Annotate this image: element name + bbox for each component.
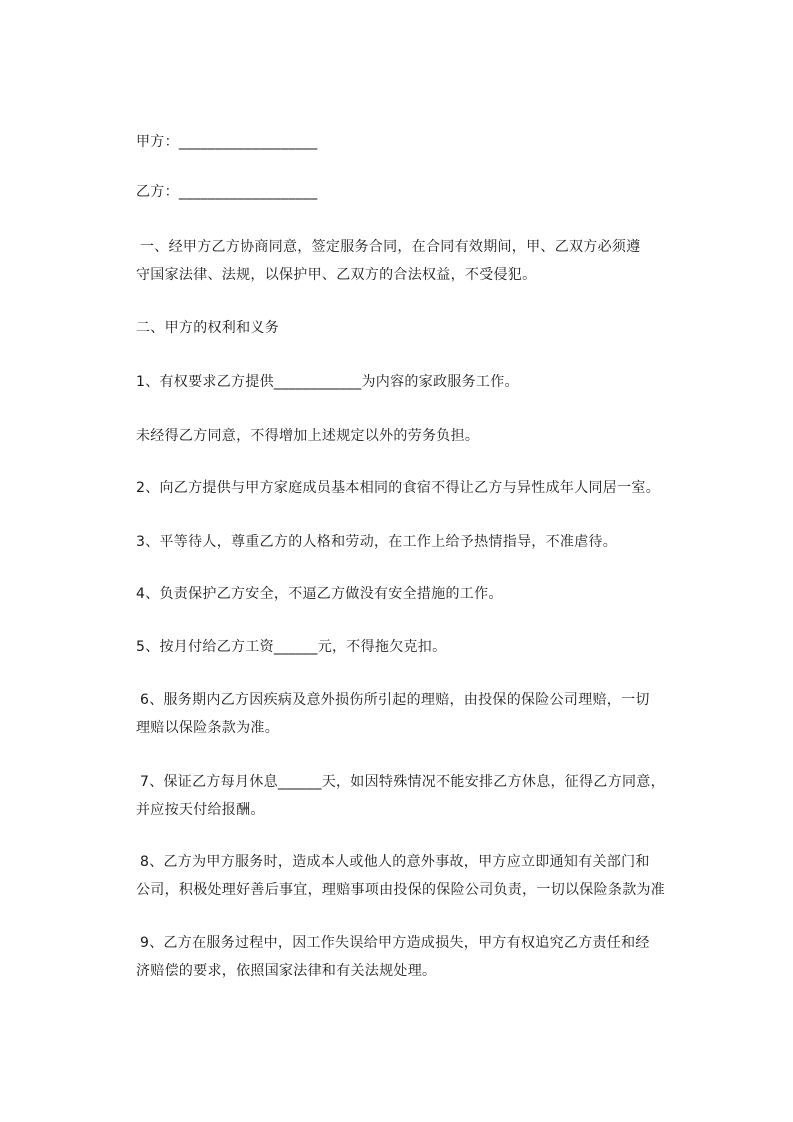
clause-1-line-2: 守国家法律、法规，以保护甲、乙双方的合法权益，不受侵犯。 — [136, 267, 537, 283]
item-1: 1、有权要求乙方提供____________为内容的家政服务工作。 — [136, 374, 519, 390]
item-1-note: 未经得乙方同意，不得增加上述规定以外的劳务负担。 — [136, 428, 480, 444]
party-a-line: 甲方：___________________ — [136, 134, 318, 150]
item-2: 2、向乙方提供与甲方家庭成员基本相同的食宿不得让乙方与异性成年人同居一室。 — [136, 480, 661, 496]
item-6-line-1: 6、服务期内乙方因疾病及意外损伤所引起的理赔，由投保的保险公司理赔，一切 — [140, 692, 650, 708]
party-b-line: 乙方：___________________ — [136, 184, 318, 200]
section-2-heading: 二、甲方的权利和义务 — [136, 320, 279, 336]
clause-1-line-1: 一、经甲方乙方协商同意，签定服务合同，在合同有效期间，甲、乙双方必须遵 — [140, 239, 641, 255]
item-8-line-1: 8、乙方为甲方服务时，造成本人或他人的意外事故，甲方应立即通知有关部门和 — [140, 854, 650, 870]
item-5: 5、按月付给乙方工资______元，不得拖欠克扣。 — [136, 639, 447, 655]
item-9-line-2: 济赔偿的要求，依照国家法律和有关法规处理。 — [136, 963, 437, 979]
item-6-line-2: 理赔以保险条款为准。 — [136, 720, 279, 736]
item-4: 4、负责保护乙方安全，不逼乙方做没有安全措施的工作。 — [136, 586, 503, 602]
item-9-line-1: 9、乙方在服务过程中，因工作失误给甲方造成损失，甲方有权追究乙方责任和经 — [140, 935, 650, 951]
item-3: 3、平等待人，尊重乙方的人格和劳动，在工作上给予热情指导，不准虐待。 — [136, 534, 618, 550]
item-8-line-2: 公司，积极处理好善后事宜，理赔事项由投保的保险公司负责，一切以保险条款为准 — [136, 882, 666, 898]
item-7-line-2: 并应按天付给报酬。 — [136, 802, 265, 818]
item-7-line-1: 7、保证乙方每月休息______天，如因特殊情况不能安排乙方休息，征得乙方同意， — [140, 774, 665, 790]
